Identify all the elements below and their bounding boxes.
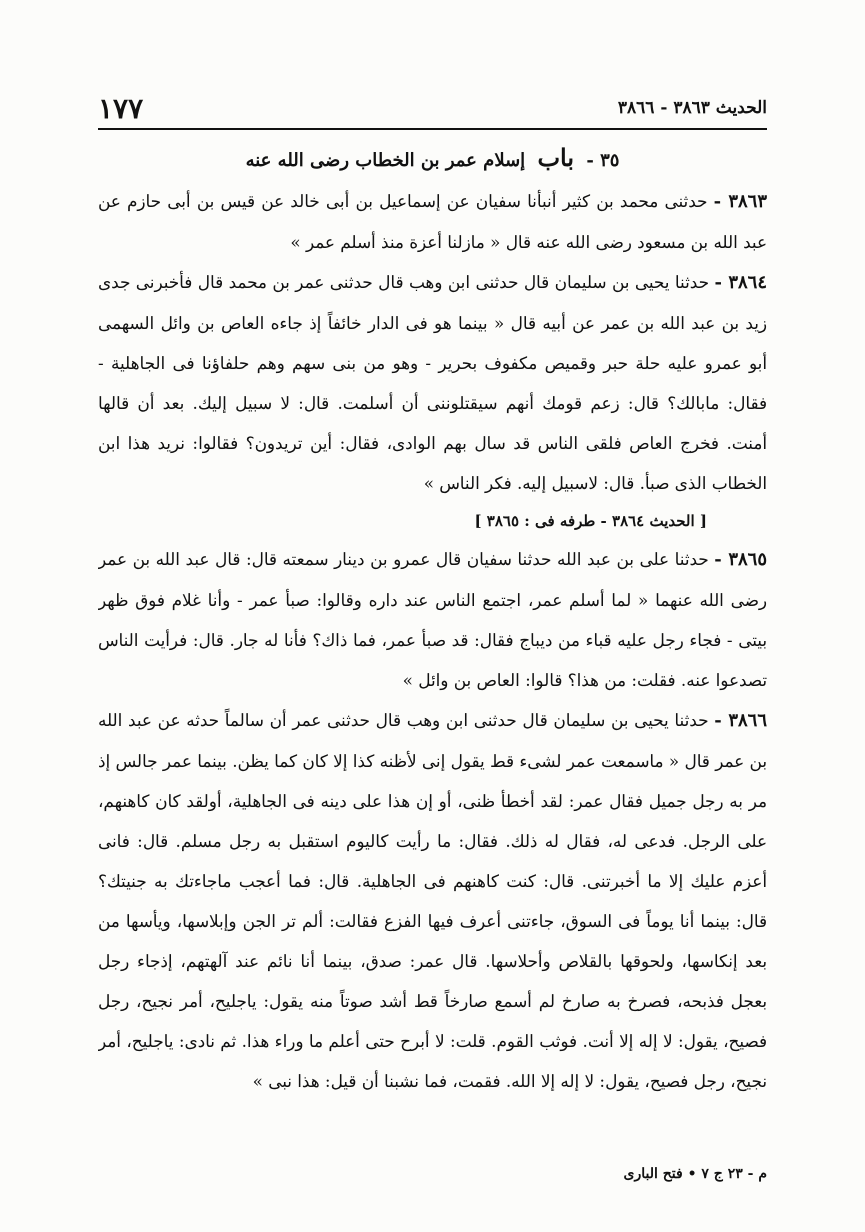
- page-header: [98, 88, 767, 130]
- hadith-range: الحديث ٣٨٦٣ - ٣٨٦٦: [617, 98, 767, 118]
- hadith-number: ٣٨٦٦ -: [714, 710, 767, 731]
- chapter-number: ٣٥ -: [586, 150, 620, 171]
- hadith-text: حدثنا يحيى بن سليمان قال حدثنى ابن وهب قال حدثنى عمر أن سالماً حدثه عن عبد الله بن عمر قال « ماسمعت عمر لشىء قط يقول إنى لأظنه كذا إلا كان كما يظن. بينما عمر جالس إذ مر به رجل جميل فقال عمر: لقد أخطأ ظنى، أو إن هذا على دينه فى الجاهلية، أولقد كان كاهنهم، على الرجل. فدعى له، فقال له ذلك. فقال: ما رأيت كاليوم استقبل به رجل مسلم. قال: فانى أعزم عليك إلا ما أخبرتنى. قال: كنت كاهنهم فى الجاهلية. قال: فما أعجب ماجاءتك به جنيتك؟ قال: بينما أنا يوماً فى السوق، جاءتنى أعرف فيها الفزع فقالت: ألم تر الجن وإبلاسها، ويأسها من بعد إنكاسها، ولحوقها بالقلاص وأحلاسها. قال عمر: صدق، بينما أنا نائم عند آلهتهم، إذجاء رجل بعجل فذبحه، فصرخ به صارخ لم أسمع صارخاً قط أشد صوتاً منه يقول: ياجليح، أمر نجيح، رجل فصيح، يقول: لا إله إلا أنت. فوثب القوم. قلت: لا أبرح حتى أعلم ما وراء هذا. ثم نادى: ياجليح، أمر نجيح، رجل فصيح، يقول: لا إله إلا الله. فقمت، فما نشبنا أن قيل: هذا نبى »: [98, 710, 767, 1091]
- hadith-text: حدثنا يحيى بن سليمان قال حدثنى ابن وهب قال حدثنى عمر بن محمد قال فأخبرنى جدى زيد بن عبد الله بن عمر عن أبيه قال « بينما هو فى الدار خائفاً إذ جاءه العاص بن وائل السهمى أبو عمرو عليه حلة حبر وقميص مكفوف بحرير - وهو من بنى سهم وهم حلفاؤنا فى الجاهلية - فقال: مابالك؟ قال: زعم قومك أنهم سيقتلوننى أن أسلمت. قال: لا سبيل إليك. بعد أن قالها أمنت. فخرج العاص فلقى الناس قد سال بهم الوادى، فقال: أين تريدون؟ فقالوا: نريد هذا ابن الخطاب الذى صبأ. قال: لاسبيل إليه. فكر الناس »: [98, 272, 767, 493]
- hadith-paragraph: [98, 700, 767, 1101]
- hadith-number: ٣٨٦٣ -: [713, 191, 767, 212]
- hadith-number: ٣٨٦٤ -: [714, 272, 767, 293]
- cross-reference: [ الحديث ٣٨٦٤ - طرفه فى : ٣٨٦٥ ]: [474, 512, 707, 530]
- page-body: [98, 140, 767, 1160]
- hadith-paragraph: [98, 262, 767, 503]
- hadith-number: ٣٨٦٥ -: [714, 549, 767, 570]
- hadith-paragraph: [98, 181, 767, 262]
- hadith-paragraph: [98, 539, 767, 700]
- hadith-text: حدثنا على بن عبد الله حدثنا سفيان قال عمرو بن دينار سمعته قال: قال عبد الله بن عمر رضى الله عنهما « لما أسلم عمر، اجتمع الناس عند داره وقالوا: صبأ عمر - وأنا غلام فوق ظهر بيتى - فجاء رجل عليه قباء من ديباج فقال: قد صبأ عمر، فما ذاك؟ فأنا له جار. قال: فرأيت الناس تصدعوا عنه. فقلت: من هذا؟ قالوا: العاص بن وائل »: [98, 549, 767, 690]
- chapter-bab-word: باب: [537, 143, 575, 172]
- page-number: ١٧٧: [98, 91, 144, 125]
- hadith-text: حدثنى محمد بن كثير أنبأنا سفيان عن إسماعيل بن أبى خالد عن قيس بن أبى حازم عن عبد الله بن مسعود رضى الله عنه قال « مازلنا أعزة منذ أسلم عمر »: [98, 191, 767, 252]
- chapter-heading: [98, 140, 767, 179]
- page-footer: م - ٢٣ ج ٧ • فتح البارى: [623, 1166, 767, 1182]
- chapter-title: إسلام عمر بن الخطاب رضى الله عنه: [245, 150, 526, 171]
